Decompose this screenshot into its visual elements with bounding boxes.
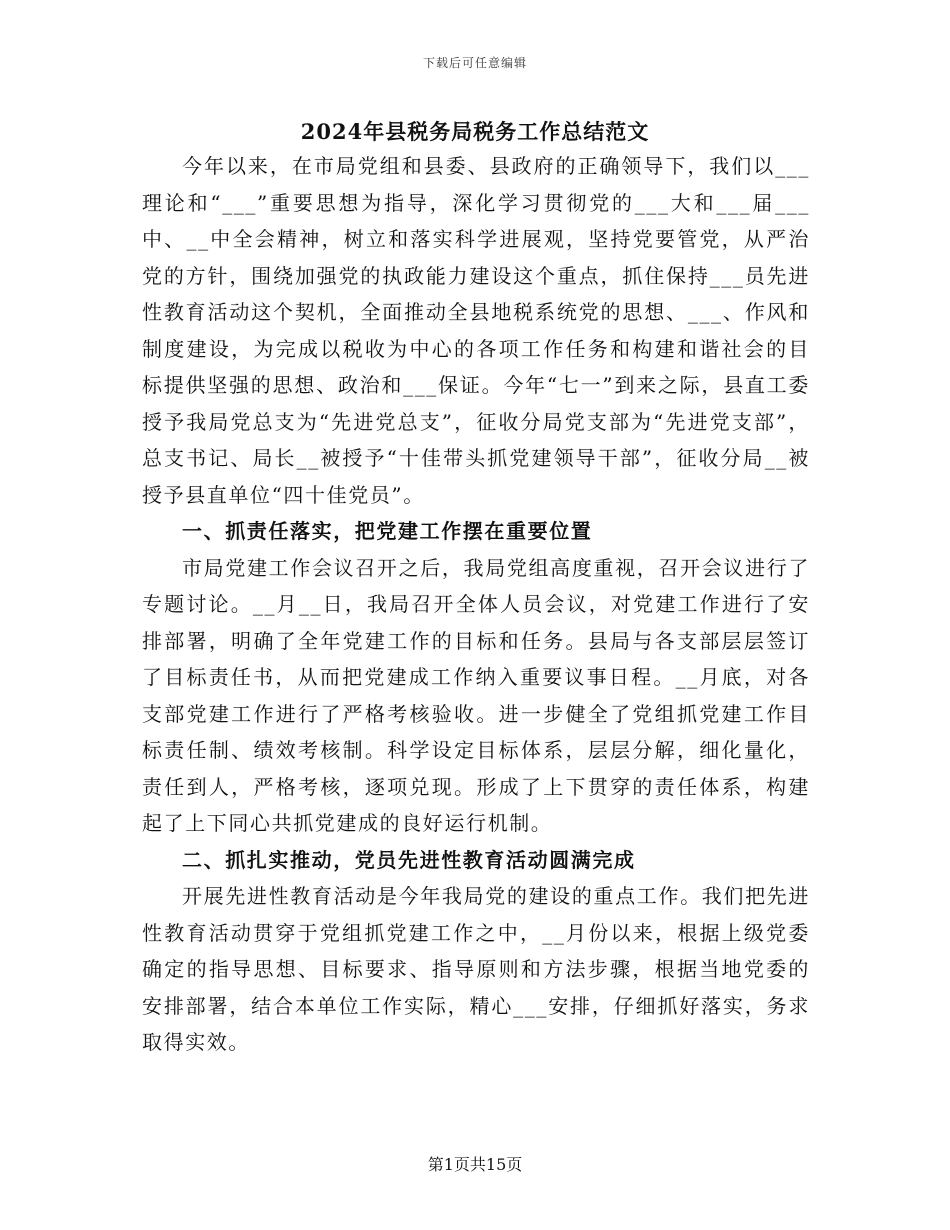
section-heading-1: 一、抓责任落实，把党建工作摆在重要位置: [182, 519, 593, 543]
page-header-note: 下载后可任意编辑: [422, 56, 527, 70]
document-title: 2024年县税务局税务工作总结范文: [300, 119, 650, 144]
section-heading-2: 二、抓扎实推动，党员先进性教育活动圆满完成: [182, 847, 636, 872]
section-1-paragraph: 市局党建工作会议召开之后，我局党组高度重视，召开会议进行了专题讨论。__月__日，我局召开全体人员会议，对党建工作进行了安排部署，明确了全年党建工作的目标和任务。县局与各支部层层签订了目标责任书，从而把党建成工作纳入重要议事日程。__月底，对各支部党建工作进行了严格考核验收。进一步健全了党组抓党建工作目标责任制、绩效考核制。科学设定目标体系，层层分解，细化量化，责任到人，严格考核，逐项兑现。形成了上下贯穿的责任体系，构建起了上下同心共抓党建成的良好运行机制。: [142, 555, 810, 835]
document-body: [142, 148, 810, 1061]
intro-paragraph: 今年以来，在市局党组和县委、县政府的正确领导下，我们以___理论和“___”重要思想为指导，深化学习贯彻党的___大和___届___中、__中全会精神，树立和落实科学进展观，坚持党要管党，从严治党的方针，围绕加强党的执政能力建设这个重点，抓住保持___员先进性教育活动这个契机，全面推动全县地税系统党的思想、___、作风和制度建设，为完成以税收为中心的各项工作任务和构建和谐社会的目标提供坚强的思想、政治和___保证。今年“七一”到来之际，县直工委授予我局党总支为“先进党总支”，征收分局党支部为“先进党支部”，总支书记、局长__被授予“十佳带头抓党建领导干部”，征收分局__被授予县直单位“四十佳党员”。: [142, 154, 810, 507]
section-2-paragraph: 开展先进性教育活动是今年我局党的建设的重点工作。我们把先进性教育活动贯穿于党组抓党建工作之中，__月份以来，根据上级党委确定的指导思想、目标要求、指导原则和方法步骤，根据当地党委的安排部署，结合本单位工作实际，精心___安排，仔细抓好落实，务求取得实效。: [142, 884, 810, 1054]
page-number: 第1页共15页: [427, 1155, 523, 1174]
